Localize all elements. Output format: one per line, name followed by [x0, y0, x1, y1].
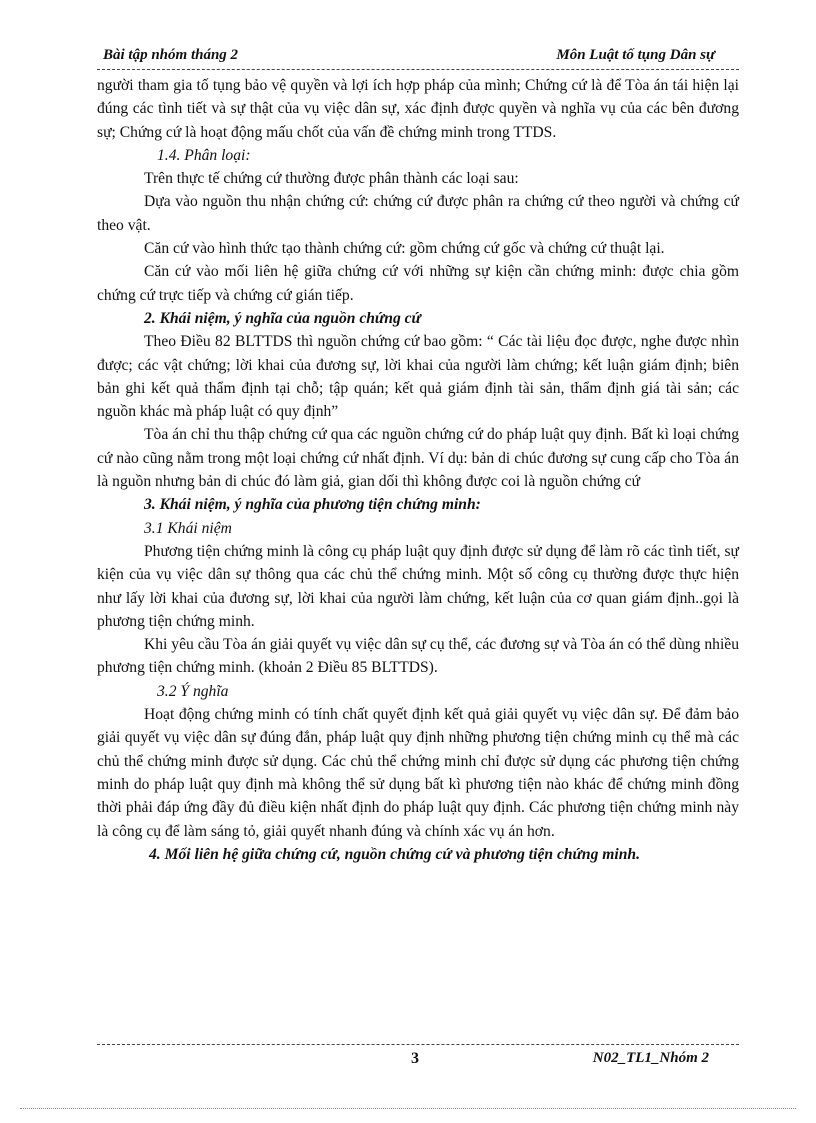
paragraph: người tham gia tố tụng bảo vệ quyền và lợi ích hợp pháp của mình; Chứng cứ là để Tòa án tái hiện lại đúng các tình tiết và sự thật của vụ việc dân sự, xác định được quyền và nghĩa vụ của các bên đương sự; Chứng cứ là hoạt động mấu chốt của vấn đề chứng minh trong TTDS. [97, 77, 739, 141]
paragraph: Trên thực tế chứng cứ thường được phân thành các loại sau: [144, 170, 519, 188]
section-heading-1-4: 1.4. Phân loại: [157, 146, 251, 164]
header-assignment-title: Bài tập nhóm tháng 2 [103, 47, 239, 63]
paragraph: Hoạt động chứng minh có tính chất quyết định kết quả giải quyết vụ việc dân sự. Để đảm bảo giải quyết vụ việc dân sự đúng đắn, pháp luật quy định những phương tiện chứng minh cụ thể mà các chủ thể chứng minh được sử dụng. Các chủ thể chứng minh chỉ được sử dụng các phương tiện chứng minh do pháp luật quy định mà không thể sử dụng bất kì phương tiện nào khác để chứng minh đồng thời phải đáp ứng đầy đủ điều kiện nhất định do pháp luật quy định. Các phương tiện chứng minh này là công cụ để làm sáng tỏ, giải quyết nhanh đúng và chính xác vụ án hơn. [97, 706, 739, 840]
section-heading-2: 2. Khái niệm, ý nghĩa của nguồn chứng cứ [144, 309, 421, 327]
page-header [103, 47, 715, 69]
paragraph: Khi yêu cầu Tòa án giải quyết vụ việc dân sự cụ thể, các đương sự và Tòa án có thể dùng nhiều phương tiện chứng minh. (khoản 2 Điều 85 BLTTDS). [97, 636, 739, 677]
paragraph: Căn cứ vào hình thức tạo thành chứng cứ: gồm chứng cứ gốc và chứng cứ thuật lại. [144, 240, 665, 258]
paragraph: Theo Điều 82 BLTTDS thì nguồn chứng cứ bao gồm: “ Các tài liệu đọc được, nghe được nhìn được; các vật chứng; lời khai của đương sự, lời khai của người làm chứng; kết luận giám định; biên bản ghi kết quả thẩm định tại chỗ; tập quán; kết quả giám định tài sản, thẩm định giá tài sản; các nguồn khác mà pháp luật có quy định” [97, 333, 739, 421]
header-divider [97, 69, 739, 70]
page-number: 3 [411, 1050, 419, 1067]
section-heading-3: 3. Khái niệm, ý nghĩa của phương tiện chứng minh: [144, 496, 481, 514]
section-heading-4: 4. Mối liên hệ giữa chứng cứ, nguồn chứng cứ và phương tiện chứng minh. [149, 845, 640, 863]
document-body [97, 74, 739, 866]
section-heading-3-2: 3.2 Ý nghĩa [157, 682, 229, 700]
paragraph: Dựa vào nguồn thu nhận chứng cứ: chứng cứ được phân ra chứng cứ theo người và chứng cứ theo vật. [97, 193, 739, 234]
paragraph: Phương tiện chứng minh là công cụ pháp luật quy định được sử dụng để làm rõ các tình tiết, sự kiện của vụ việc dân sự thông qua các chủ thể chứng minh. Một số công cụ thường được thực hiện như lấy lời khai của đương sự, lời khai của người làm chứng, kết luận của cơ quan giám định..gọi là phương tiện chứng minh. [97, 542, 739, 630]
header-course-title: Môn Luật tố tụng Dân sự [556, 47, 715, 63]
group-code: N02_TL1_Nhóm 2 [592, 1050, 709, 1066]
paragraph: Tòa án chỉ thu thập chứng cứ qua các nguồn chứng cứ do pháp luật quy định. Bất kì loại chứng cứ nào cũng nằm trong một loại chứng cứ nhất định. Ví dụ: bản di chúc đương sự cung cấp cho Tòa án là nguồn nhưng bản di chúc đó làm giả, gian dối thì không được coi là nguồn chứng cứ [97, 426, 739, 491]
footer-divider [97, 1044, 739, 1045]
section-heading-3-1: 3.1 Khái niệm [144, 519, 232, 537]
paragraph: Căn cứ vào mối liên hệ giữa chứng cứ với những sự kiện cần chứng minh: được chia gồm chứng cứ trực tiếp và chứng cứ gián tiếp. [97, 263, 739, 304]
page-bottom-divider [20, 1108, 796, 1109]
page-footer [97, 1050, 709, 1074]
